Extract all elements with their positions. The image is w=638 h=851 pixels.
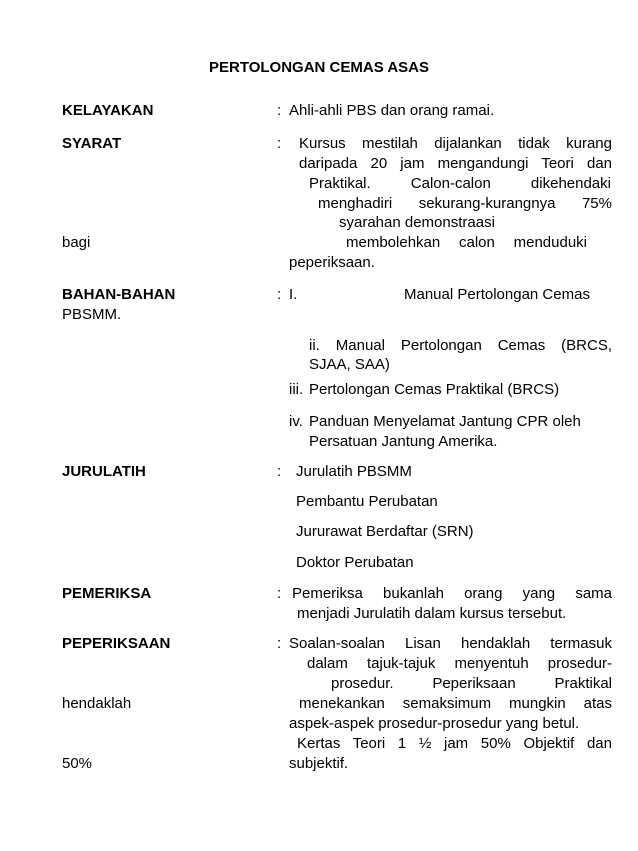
jurulatih-item: Doktor Perubatan <box>296 554 414 571</box>
kelayakan-text: Ahli-ahli PBS dan orang ramai. <box>289 102 495 119</box>
syarat-colon: : <box>277 135 282 152</box>
jurulatih-item: Jururawat Berdaftar (SRN) <box>296 523 474 540</box>
syarat-stray-word: bagi <box>62 234 91 251</box>
bahan-item-3-number: iii. <box>289 381 304 398</box>
syarat-line-3: Praktikal. Calon-calon dikehendaki <box>309 175 611 192</box>
syarat-line-1: Kursus mestilah dijalankan tidak kurang <box>299 135 612 152</box>
syarat-line-5: syarahan demonstraasi <box>339 214 495 231</box>
jurulatih-item: Jurulatih PBSMM <box>296 463 412 480</box>
jurulatih-item: Pembantu Perubatan <box>296 493 438 510</box>
bahan-label: BAHAN-BAHAN <box>62 286 176 303</box>
bahan-label-continuation: PBSMM. <box>62 306 122 323</box>
bahan-item-4-number: iv. <box>289 413 303 430</box>
peperiksaan-line-4: menekankan semaksimum mungkin atas <box>299 695 612 712</box>
pemeriksa-line-1: Pemeriksa bukanlah orang yang sama <box>292 585 612 602</box>
jurulatih-label: JURULATIH <box>62 463 146 480</box>
bahan-item-4-line-1: Panduan Menyelamat Jantung CPR oleh <box>309 413 581 430</box>
peperiksaan-line-7: subjektif. <box>289 755 349 772</box>
syarat-line-6: membolehkan calon menduduki <box>346 234 587 251</box>
bahan-item-1-number: I. <box>289 286 298 303</box>
bahan-item-2-line-1: ii. Manual Pertolongan Cemas (BRCS, <box>309 337 612 354</box>
kelayakan-colon: : <box>277 102 282 119</box>
syarat-line-2: daripada 20 jam mengandungi Teori dan <box>299 155 612 172</box>
syarat-line-7: peperiksaan. <box>289 254 375 271</box>
bahan-item-1-text: Manual Pertolongan Cemas <box>404 286 590 303</box>
bahan-colon: : <box>277 286 282 303</box>
peperiksaan-stray-word: hendaklah <box>62 695 132 712</box>
peperiksaan-line-5: aspek-aspek prosedur-prosedur yang betul. <box>289 715 580 732</box>
pemeriksa-label: PEMERIKSA <box>62 585 152 602</box>
pemeriksa-colon: : <box>277 585 282 602</box>
bahan-item-2-line-2: SJAA, SAA) <box>309 356 390 373</box>
pemeriksa-line-2: menjadi Jurulatih dalam kursus tersebut. <box>297 605 567 622</box>
bahan-item-4-line-2: Persatuan Jantung Amerika. <box>309 433 498 450</box>
syarat-line-4: menghadiri sekurang-kurangnya 75% <box>318 195 612 212</box>
jurulatih-colon: : <box>277 463 282 480</box>
syarat-label: SYARAT <box>62 135 122 152</box>
peperiksaan-line-1: Soalan-soalan Lisan hendaklah termasuk <box>289 635 612 652</box>
peperiksaan-stray-percent: 50% <box>62 755 93 772</box>
page-title: PERTOLONGAN CEMAS ASAS <box>208 59 430 76</box>
peperiksaan-label: PEPERIKSAAN <box>62 635 171 652</box>
peperiksaan-line-3: prosedur. Peperiksaan Praktikal <box>331 675 612 692</box>
peperiksaan-line-6: Kertas Teori 1 ½ jam 50% Objektif dan <box>297 735 612 752</box>
bahan-item-3-text: Pertolongan Cemas Praktikal (BRCS) <box>309 381 560 398</box>
peperiksaan-line-2: dalam tajuk-tajuk menyentuh prosedur- <box>307 655 612 672</box>
kelayakan-label: KELAYAKAN <box>62 102 154 119</box>
peperiksaan-colon: : <box>277 635 282 652</box>
